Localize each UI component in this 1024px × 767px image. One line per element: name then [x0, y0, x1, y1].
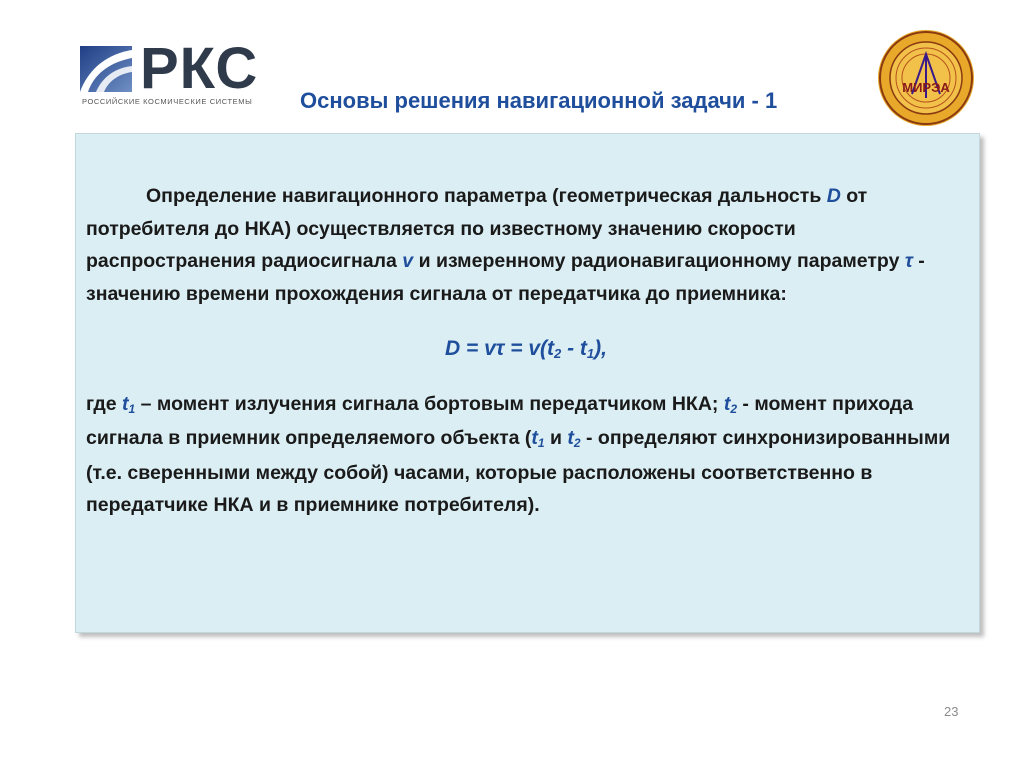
rks-logo-icon: [80, 40, 138, 92]
mirea-seal-icon: [876, 28, 976, 128]
rks-logo-subtitle: РОССИЙСКИЕ КОСМИЧЕСКИЕ СИСТЕМЫ: [82, 97, 253, 106]
rks-logo-name: РКС: [140, 36, 259, 101]
paragraph-explanation: где $t_1$ – момент излучения сигнала бортовым передатчиком НКА; $t_2$ - момент прихода сигнала в приемник определяемого объекта ($t_1$ и $t_2$ - определяют синхронизированными (т.е. сверенными между собой) часами, которые расположены соответственно в передатчике НКА и в приемнике потребителя).: [86, 392, 951, 516]
slide-title: Основы решения навигационной задачи - 1: [300, 88, 778, 113]
page-number: 23: [944, 704, 959, 719]
mirea-seal-label: МИРЭА: [902, 80, 950, 95]
paragraph-definition: Определение навигационного параметра (геометрическая дальность D от потребителя до НКА) осуществляется по известному значению скорости распространения радиосигнала v и измеренному радионавигационному параметру τ - значению времени прохождения сигнала от передатчика до приемника:: [86, 185, 925, 305]
formula: $D = v\tau = v(t_2 - t_1)$,: [445, 337, 607, 361]
rks-logo: [80, 36, 270, 110]
mirea-seal: [876, 28, 976, 128]
content-text: [86, 180, 966, 522]
